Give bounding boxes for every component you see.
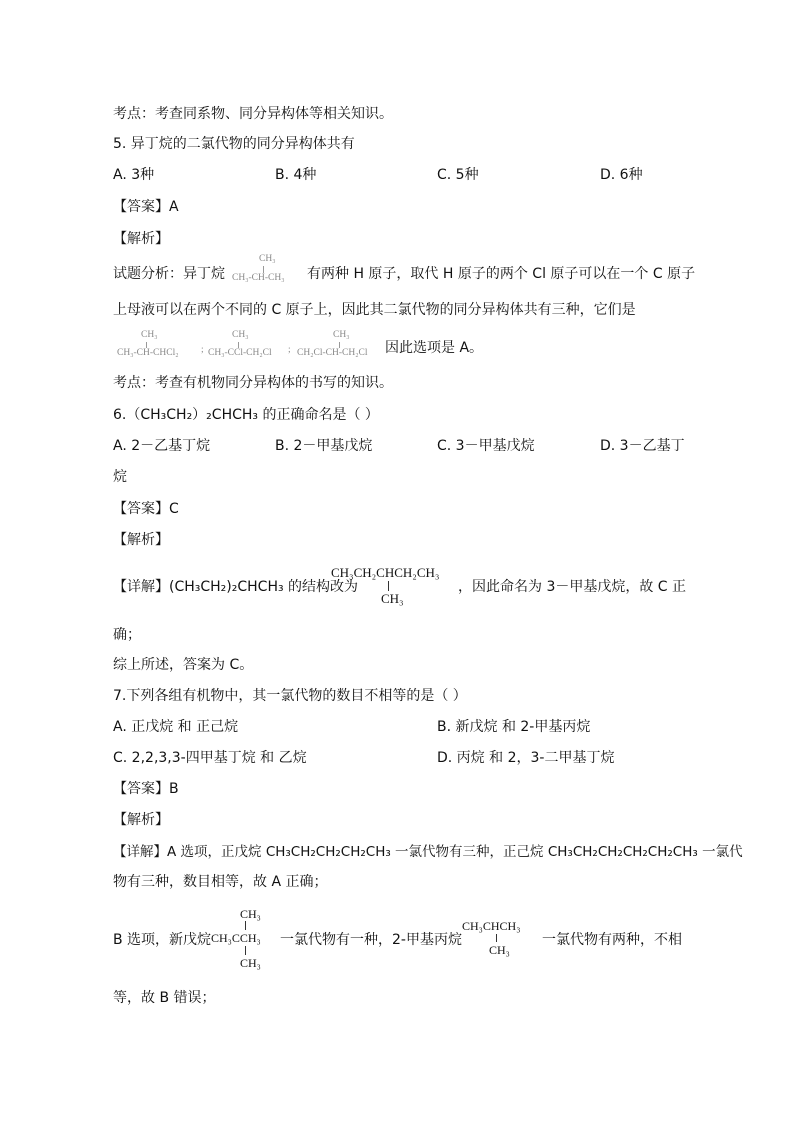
dichloride-3-main: CH₂Cl-CH-CH₂Cl [297, 348, 368, 358]
q7-option-c: C. 2,2,3,3-四甲基丁烷 和 乙烷 [113, 750, 307, 766]
q6-option-d-wrap: 烷 [113, 469, 127, 485]
methylpropane-sub: CH₃ [489, 943, 510, 957]
q5-option-a: A. 3种 [113, 167, 155, 183]
isobutane-top-ch3: CH₃ [259, 254, 276, 264]
q6-answer: 【答案】C [113, 501, 179, 517]
q5-analysis-line-1: 试题分析：异丁烷 [113, 266, 225, 282]
neopentane-bond-bottom [245, 946, 246, 955]
q7-option-d: D. 丙烷 和 2，3-二甲基丁烷 [437, 750, 615, 766]
question-6: 6.（CH₃CH₂）₂CHCH₃ 的正确命名是（ ） [113, 407, 379, 423]
question-7: 7.下列各组有机物中，其一氯代物的数目不相等的是（ ） [113, 688, 467, 704]
q5-analysis-line-2: 上母液可以在两个不同的 C 原子上，因此其二氯代物的同分异构体共有三种，它们是 [113, 302, 636, 318]
q7-answer: 【答案】B [113, 781, 179, 797]
q6-structure-sub: CH₃ [381, 591, 404, 606]
q6-analysis-line-3: 综上所述，答案为 C。 [113, 657, 254, 673]
kaodian-line-2: 考点：考查有机物同分异构体的书写的知识。 [113, 375, 393, 391]
q5-option-b: B. 4种 [275, 167, 317, 183]
q5-analysis-line-3-tail: 因此选项是 A。 [385, 340, 484, 356]
q5-answer: 【答案】A [113, 199, 179, 215]
methylpropane-bond [496, 934, 497, 942]
q7-option-b: B. 新戊烷 和 2-甲基丙烷 [437, 719, 591, 735]
q7-option-a: A. 正戊烷 和 正己烷 [113, 719, 239, 735]
q6-structure-main: CH₃CH₂CHCH₂CH₃ [331, 565, 440, 580]
q7-analysis-line-4: 等，故 B 错误； [113, 990, 216, 1006]
neopentane-bottom: CH₃ [240, 956, 261, 970]
q6-option-d: D. 3－乙基丁 [600, 438, 685, 454]
methylpropane-main: CH₃CHCH₃ [462, 919, 521, 933]
separator-1: ; [201, 345, 204, 355]
q5-analysis-line-1b: 有两种 H 原子，取代 H 原子的两个 Cl 原子可以在一个 C 原子 [307, 266, 696, 282]
q7-analysis-line-3m: 一氯代物有一种，2-甲基丙烷 [280, 932, 462, 948]
q6-structure-bond [388, 581, 389, 591]
q6-analysis-line-1b: ，因此命名为 3－甲基戊烷，故 C 正 [458, 579, 687, 595]
neopentane-top: CH₃ [240, 907, 261, 921]
q6-analysis-line-2: 确； [113, 627, 141, 643]
q6-option-a: A. 2－乙基丁烷 [113, 438, 211, 454]
q7-analysis-line-3: B 选项，新戊烷 [113, 932, 212, 948]
neopentane-bond-top [245, 921, 246, 930]
dichloride-2-main: CH₃-CCl-CH₂Cl [208, 348, 272, 358]
neopentane-main: CH₃CCH₃ [211, 931, 261, 945]
q6-option-c: C. 3－甲基戊烷 [437, 438, 535, 454]
kaodian-line-1: 考点：考查同系物、同分异构体等相关知识。 [113, 106, 393, 122]
q5-analysis-heading: 【解析】 [113, 231, 169, 247]
dichloride-1-top: CH₃ [141, 330, 158, 340]
q7-analysis-line-2: 物有三种，数目相等，故 A 正确； [113, 874, 328, 890]
dichloride-3-top: CH₃ [333, 330, 350, 340]
q5-option-d: D. 6种 [600, 167, 643, 183]
q7-analysis-line-1: 【详解】A 选项，正戊烷 CH₃CH₂CH₂CH₂CH₃ 一氯代物有三种，正己烷 CH₃CH₂CH₂CH₂CH₂CH₃ 一氯代 [113, 844, 743, 860]
q6-analysis-heading: 【解析】 [113, 532, 169, 548]
separator-2: ; [288, 345, 291, 355]
isobutane-main-chain: CH₃-CH-CH₃ [232, 273, 285, 283]
dichloride-2-top: CH₃ [232, 330, 249, 340]
question-5: 5. 异丁烷的二氯代物的同分异构体共有 [113, 136, 355, 152]
dichloride-1-main: CH₃-CH-CHCl₂ [117, 348, 179, 358]
q5-option-c: C. 5种 [437, 167, 479, 183]
q7-analysis-heading: 【解析】 [113, 812, 169, 828]
q6-analysis-line-1: 【详解】(CH₃CH₂)₂CHCH₃ 的结构改为 [113, 579, 359, 595]
q7-analysis-line-3e: 一氯代物有两种，不相 [542, 932, 682, 948]
isobutane-bond [263, 266, 264, 273]
q6-option-b: B. 2－甲基戊烷 [275, 438, 373, 454]
